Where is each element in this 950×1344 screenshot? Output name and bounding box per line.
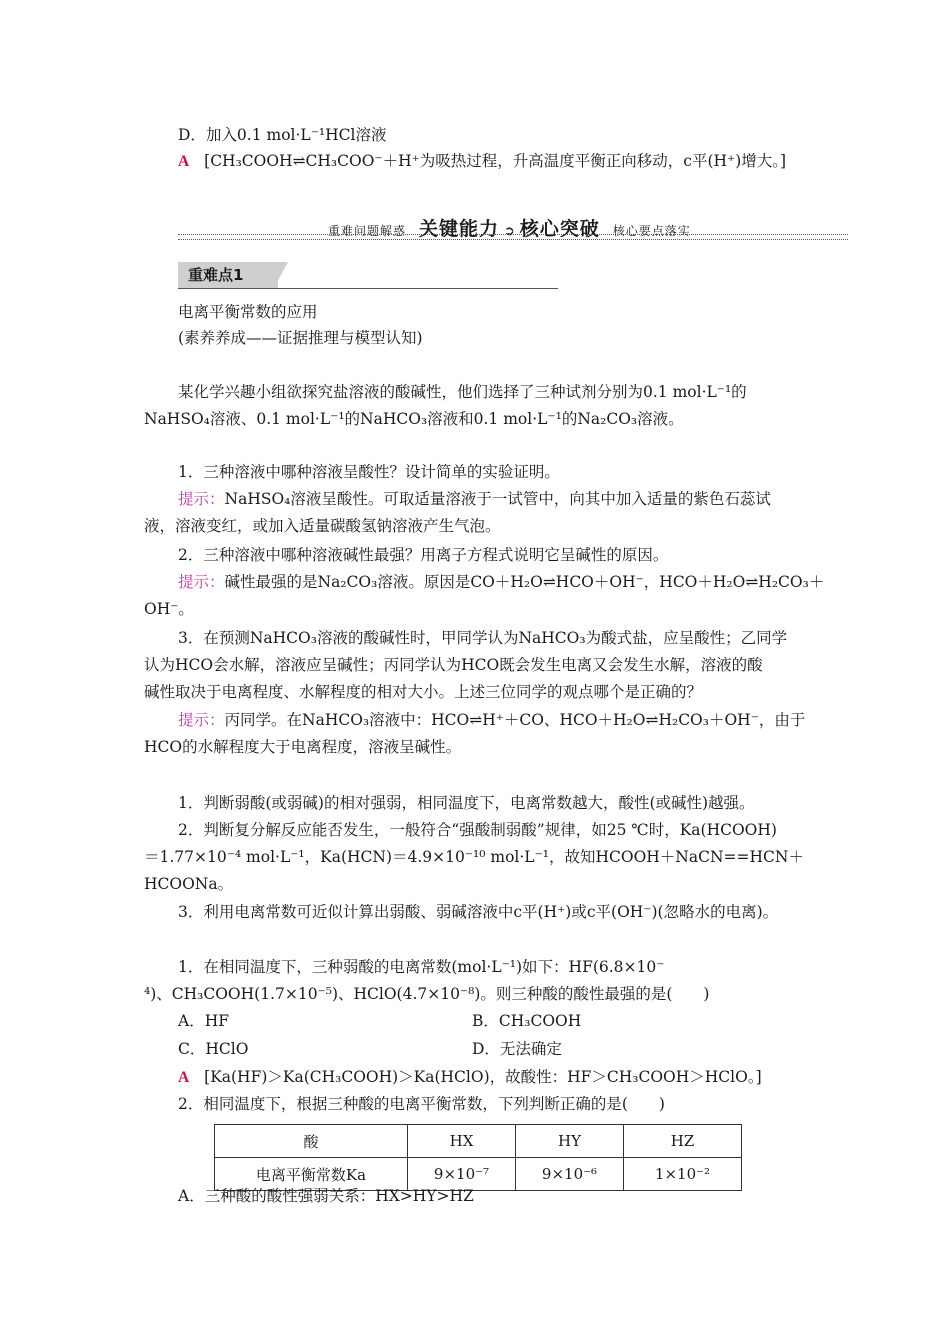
ionization-constant-table [214,1124,742,1191]
hint-label: 提示： [178,711,225,729]
key-point-tab: 重难点1 [178,262,278,288]
banner-right-text: 核心要点落实 [612,224,691,238]
tab-corner [274,262,288,288]
answer-explanation: [CH₃COOH⇌CH₃COO⁻＋H⁺为吸热过程，升高温度平衡正向移动，c平(H⁺)增大。] [204,152,787,170]
question-3-line-1: 3．在预测NaHCO₃溶液的酸碱性时，甲同学认为NaHCO₃为酸式盐，应呈酸性；乙同学 [178,629,788,647]
answer-row-top [178,151,786,172]
banner-title-a: 关键能力 [418,218,499,240]
answer-3-text: 丙同学。在NaHCO₃溶液中：HCO⇌H⁺＋CO、HCO＋H₂O⇌H₂CO₃＋OH⁻，由于 [224,711,806,729]
table-header-row [215,1125,742,1158]
answer-letter: A [178,153,190,170]
exercise-2-stem: 2．相同温度下，根据三种酸的电离平衡常数，下列判断正确的是( ) [178,1095,665,1113]
table-header-cell: HY [516,1125,624,1158]
exercise-1-stem-line-2: ⁴)、CH₃COOH(1.7×10⁻⁵)、HClO(4.7×10⁻⁸)。则三种酸的酸性最强的是( ) [144,985,710,1003]
exercise-1-option-c: C．HClO [178,1040,249,1058]
table-cell: 1×10⁻² [624,1158,742,1191]
answer-2-line-2: OH⁻。 [144,600,194,618]
answer-1-line-1 [178,489,771,509]
hint-label: 提示： [178,573,225,591]
summary-2-line-2: ＝1.77×10⁻⁴ mol·L⁻¹，Ka(HCN)＝4.9×10⁻¹⁰ mol·L⁻¹，故知HCOOH＋NaCN==HCN＋ [144,848,804,866]
intro-line-2: NaHSO₄溶液、0.1 mol·L⁻¹的NaHCO₃溶液和0.1 mol·L⁻¹的Na₂CO₃溶液。 [144,410,684,428]
summary-3: 3．利用电离常数可近似计算出弱酸、弱碱溶液中c平(H⁺)或c平(OH⁻)(忽略水的电离)。 [178,903,779,921]
banner-divider [178,234,848,240]
table-header-cell: 酸 [215,1125,408,1158]
summary-1: 1．判断弱酸(或弱碱)的相对强弱，相同温度下，电离常数越大，酸性(或碱性)越强。 [178,794,755,812]
table-header-cell: HX [408,1125,516,1158]
answer-letter: A [178,1069,190,1086]
key-point-title: 电离平衡常数的应用 [178,303,318,321]
answer-1-line-2: 液，溶液变红，或加入适量碳酸氢钠溶液产生气泡。 [144,517,501,535]
answer-2-line-1 [178,572,824,592]
answer-1-text: NaHSO₄溶液呈酸性。可取适量溶液于一试管中，向其中加入适量的紫色石蕊试 [224,490,771,508]
answer-3-line-1 [178,710,805,730]
intro-line-1: 某化学兴趣小组欲探究盐溶液的酸碱性，他们选择了三种试剂分别为0.1 mol·L⁻¹的 [178,383,747,401]
question-3-line-3: 碱性取决于电离程度、水解程度的相对大小。上述三位同学的观点哪个是正确的？ [144,683,703,701]
question-1: 1．三种溶液中哪种溶液呈酸性？设计简单的实验证明。 [178,463,560,481]
answer-3-line-2: HCO的水解程度大于电离程度，溶液呈碱性。 [144,738,462,756]
exercise-1-option-b: B．CH₃COOH [472,1012,582,1030]
section-banner [178,214,848,240]
exercise-1-option-d: D．无法确定 [472,1040,562,1058]
exercise-2-option-a: A．三种酸的酸性强弱关系：HX>HY>HZ [178,1187,474,1205]
exercise-1-option-a: A．HF [178,1012,229,1030]
banner-title-b: 核心突破 [519,218,600,240]
key-point-subtitle: (素养养成——证据推理与模型认知) [178,329,423,347]
option-d: D．加入0.1 mol·L⁻¹HCl溶液 [178,126,387,144]
arrow-icon: ➲ [503,224,515,239]
hint-label: 提示： [178,490,225,508]
answer-explanation: [Ka(HF)＞Ka(CH₃COOH)＞Ka(HClO)，故酸性：HF＞CH₃COOH＞HClO。] [204,1068,762,1086]
tab-underline [178,288,558,289]
summary-2-line-3: HCOONa。 [144,875,234,893]
exercise-1-answer [178,1067,762,1088]
summary-2-line-1: 2．判断复分解反应能否发生，一般符合“强酸制弱酸”规律，如25 ℃时，Ka(HCOOH) [178,821,777,839]
table-cell: 9×10⁻⁶ [516,1158,624,1191]
table-header-cell: HZ [624,1125,742,1158]
answer-2-text: 碱性最强的是Na₂CO₃溶液。原因是CO＋H₂O⇌HCO＋OH⁻，HCO＋H₂O⇌H₂CO₃＋ [224,573,825,591]
question-2: 2．三种溶液中哪种溶液碱性最强？用离子方程式说明它呈碱性的原因。 [178,546,669,564]
banner-left-text: 重难问题解惑 [328,224,407,238]
key-point-header [178,262,558,290]
exercise-1-stem-line-1: 1．在相同温度下，三种弱酸的电离常数(mol·L⁻¹)如下：HF(6.8×10⁻ [178,958,665,976]
question-3-line-2: 认为HCO会水解，溶液应呈碱性；丙同学认为HCO既会发生电离又会发生水解，溶液的酸 [144,656,763,674]
table-cell: 9×10⁻⁷ [408,1158,516,1191]
table-cell: 电离平衡常数Ka [215,1158,408,1191]
